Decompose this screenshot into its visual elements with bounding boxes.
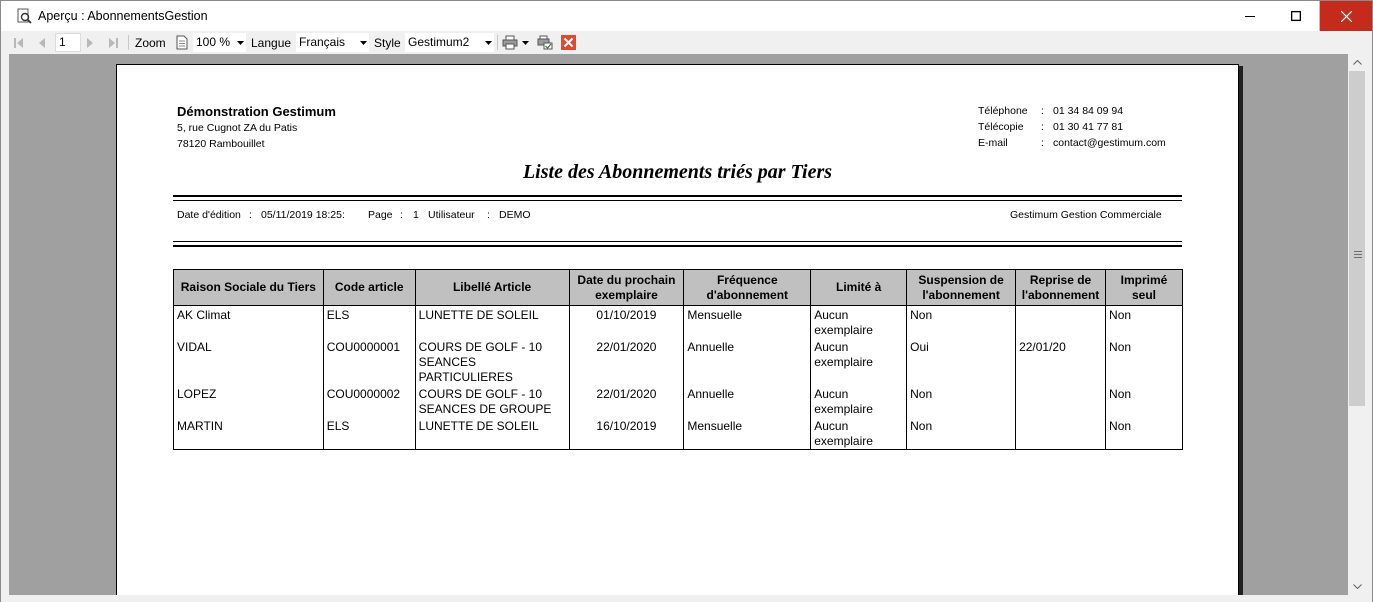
contact-value: 01 30 41 77 81 bbox=[1053, 121, 1124, 133]
cell-suspension: Oui bbox=[907, 338, 1016, 385]
print-preview-icon bbox=[16, 8, 32, 24]
contact-label: Télécopie bbox=[978, 121, 1024, 133]
chevron-down-icon bbox=[357, 33, 369, 52]
cell-limite: Aucun exemplaire bbox=[811, 385, 907, 417]
contact-colon: : bbox=[1041, 121, 1044, 133]
table-row bbox=[174, 306, 1183, 339]
page-zoom-icon bbox=[176, 34, 188, 51]
report-title: Liste des Abonnements triés par Tiers bbox=[522, 161, 833, 183]
chevron-down-icon bbox=[234, 33, 246, 52]
cell-reprise bbox=[1016, 385, 1106, 417]
cell-code: ELS bbox=[323, 306, 415, 339]
cell-tiers: VIDAL bbox=[174, 338, 324, 385]
cell-frequence: Annuelle bbox=[684, 338, 811, 385]
cell-frequence: Mensuelle bbox=[684, 306, 811, 339]
address-line2: 78120 Rambouillet bbox=[177, 138, 265, 150]
contact-label: Téléphone bbox=[978, 105, 1028, 117]
divider-line bbox=[173, 245, 1182, 247]
cell-date: 22/01/2020 bbox=[569, 385, 684, 417]
table-row bbox=[174, 385, 1183, 417]
date-label: Date d'édition bbox=[177, 209, 241, 221]
chevron-down-icon bbox=[482, 33, 494, 52]
toolbar-separator bbox=[497, 35, 498, 50]
column-header: Code article bbox=[323, 270, 415, 306]
cell-suspension: Non bbox=[907, 385, 1016, 417]
table-header-row bbox=[174, 270, 1183, 306]
contact-colon: : bbox=[1041, 105, 1044, 117]
minimize-button[interactable] bbox=[1227, 1, 1273, 31]
toolbar bbox=[1, 31, 1372, 54]
preview-area[interactable] bbox=[9, 54, 1348, 595]
print-setup-icon[interactable] bbox=[537, 34, 553, 51]
meta-colon: : bbox=[487, 209, 490, 221]
software-name: Gestimum Gestion Commerciale bbox=[1010, 209, 1162, 221]
cell-code: ELS bbox=[323, 417, 415, 450]
style-value: Gestimum2 bbox=[408, 35, 470, 49]
cell-limite: Aucun exemplaire bbox=[811, 306, 907, 339]
meta-colon: : bbox=[400, 209, 403, 221]
column-header: Imprimé seul bbox=[1106, 270, 1183, 306]
cell-reprise bbox=[1016, 417, 1106, 450]
scrollbar-thumb[interactable] bbox=[1349, 71, 1365, 406]
printer-icon[interactable] bbox=[502, 34, 518, 51]
cell-code: COU0000002 bbox=[323, 385, 415, 417]
grip-icon bbox=[1354, 251, 1362, 260]
toolbar-separator bbox=[128, 35, 129, 50]
cell-tiers: AK Climat bbox=[174, 306, 324, 339]
page-number-input[interactable]: 1 bbox=[55, 33, 81, 52]
last-page-icon[interactable] bbox=[107, 34, 119, 51]
contact-label: E-mail bbox=[978, 137, 1008, 149]
contact-colon: : bbox=[1041, 137, 1044, 149]
column-header: Reprise de l'abonnement bbox=[1016, 270, 1106, 306]
user-value: DEMO bbox=[499, 209, 531, 221]
cell-code: COU0000001 bbox=[323, 338, 415, 385]
cell-reprise: 22/01/20 bbox=[1016, 338, 1106, 385]
cell-libelle: LUNETTE DE SOLEIL bbox=[415, 306, 569, 339]
maximize-button[interactable] bbox=[1273, 1, 1319, 31]
column-header: Suspension de l'abonnement bbox=[907, 270, 1016, 306]
cell-date: 22/01/2020 bbox=[569, 338, 684, 385]
chevron-down-icon[interactable] bbox=[522, 34, 529, 51]
column-header: Date du prochain exemplaire bbox=[569, 270, 684, 306]
cell-tiers: MARTIN bbox=[174, 417, 324, 450]
zoom-select[interactable] bbox=[193, 33, 246, 52]
cell-frequence: Annuelle bbox=[684, 385, 811, 417]
cell-imprime: Non bbox=[1106, 417, 1183, 450]
close-button[interactable] bbox=[1319, 1, 1372, 31]
cell-tiers: LOPEZ bbox=[174, 385, 324, 417]
column-header: Fréquence d'abonnement bbox=[684, 270, 811, 306]
langue-label: Langue bbox=[251, 35, 292, 50]
style-label: Style bbox=[374, 35, 401, 50]
window-bottom-edge bbox=[1, 595, 1372, 602]
table-row bbox=[174, 417, 1183, 450]
date-value: 05/11/2019 18:25: bbox=[261, 209, 345, 221]
report-page bbox=[116, 64, 1239, 595]
window-title: Aperçu : AbonnementsGestion bbox=[38, 9, 208, 23]
cell-suspension: Non bbox=[907, 306, 1016, 339]
cell-suspension: Non bbox=[907, 417, 1016, 450]
divider-line bbox=[173, 200, 1182, 201]
page-shadow bbox=[1239, 66, 1243, 595]
cell-imprime: Non bbox=[1106, 338, 1183, 385]
cell-imprime: Non bbox=[1106, 306, 1183, 339]
contact-value: 01 34 84 09 94 bbox=[1053, 105, 1124, 117]
divider-line bbox=[173, 241, 1182, 242]
cell-libelle: LUNETTE DE SOLEIL bbox=[415, 417, 569, 450]
cell-date: 01/10/2019 bbox=[569, 306, 684, 339]
subscriptions-table bbox=[173, 269, 1183, 450]
user-label: Utilisateur bbox=[428, 209, 475, 221]
langue-select[interactable] bbox=[296, 33, 369, 52]
company-name: Démonstration Gestimum bbox=[177, 104, 336, 119]
zoom-value: 100 % bbox=[196, 35, 231, 49]
langue-value: Français bbox=[299, 35, 346, 49]
vertical-scrollbar[interactable] bbox=[1348, 54, 1366, 595]
table-row bbox=[174, 338, 1183, 385]
zoom-label: Zoom bbox=[135, 35, 166, 50]
column-header: Libellé Article bbox=[415, 270, 569, 306]
next-page-icon[interactable] bbox=[85, 34, 95, 51]
column-header: Raison Sociale du Tiers bbox=[174, 270, 324, 306]
contact-value: contact@gestimum.com bbox=[1053, 137, 1166, 149]
page-label: Page bbox=[368, 209, 393, 221]
first-page-icon[interactable] bbox=[13, 34, 25, 51]
style-select[interactable] bbox=[405, 33, 494, 52]
page-value: 1 bbox=[413, 209, 419, 221]
cell-imprime: Non bbox=[1106, 385, 1183, 417]
cell-libelle: COURS DE GOLF - 10 SEANCES PARTICULIERES bbox=[415, 338, 569, 385]
meta-colon: : bbox=[249, 209, 252, 221]
divider-line bbox=[173, 195, 1182, 197]
scroll-down-icon[interactable] bbox=[1348, 578, 1366, 595]
cell-limite: Aucun exemplaire bbox=[811, 417, 907, 450]
column-header: Limité à bbox=[811, 270, 907, 306]
title-bar bbox=[1, 1, 1372, 31]
scroll-up-icon[interactable] bbox=[1348, 54, 1366, 71]
cell-reprise bbox=[1016, 306, 1106, 339]
cell-date: 16/10/2019 bbox=[569, 417, 684, 450]
previous-page-icon[interactable] bbox=[37, 34, 47, 51]
cell-limite: Aucun exemplaire bbox=[811, 338, 907, 385]
cell-libelle: COURS DE GOLF - 10 SEANCES DE GROUPE bbox=[415, 385, 569, 417]
address-line1: 5, rue Cugnot ZA du Patis bbox=[177, 122, 298, 134]
cell-frequence: Mensuelle bbox=[684, 417, 811, 450]
close-preview-icon[interactable] bbox=[561, 34, 576, 51]
